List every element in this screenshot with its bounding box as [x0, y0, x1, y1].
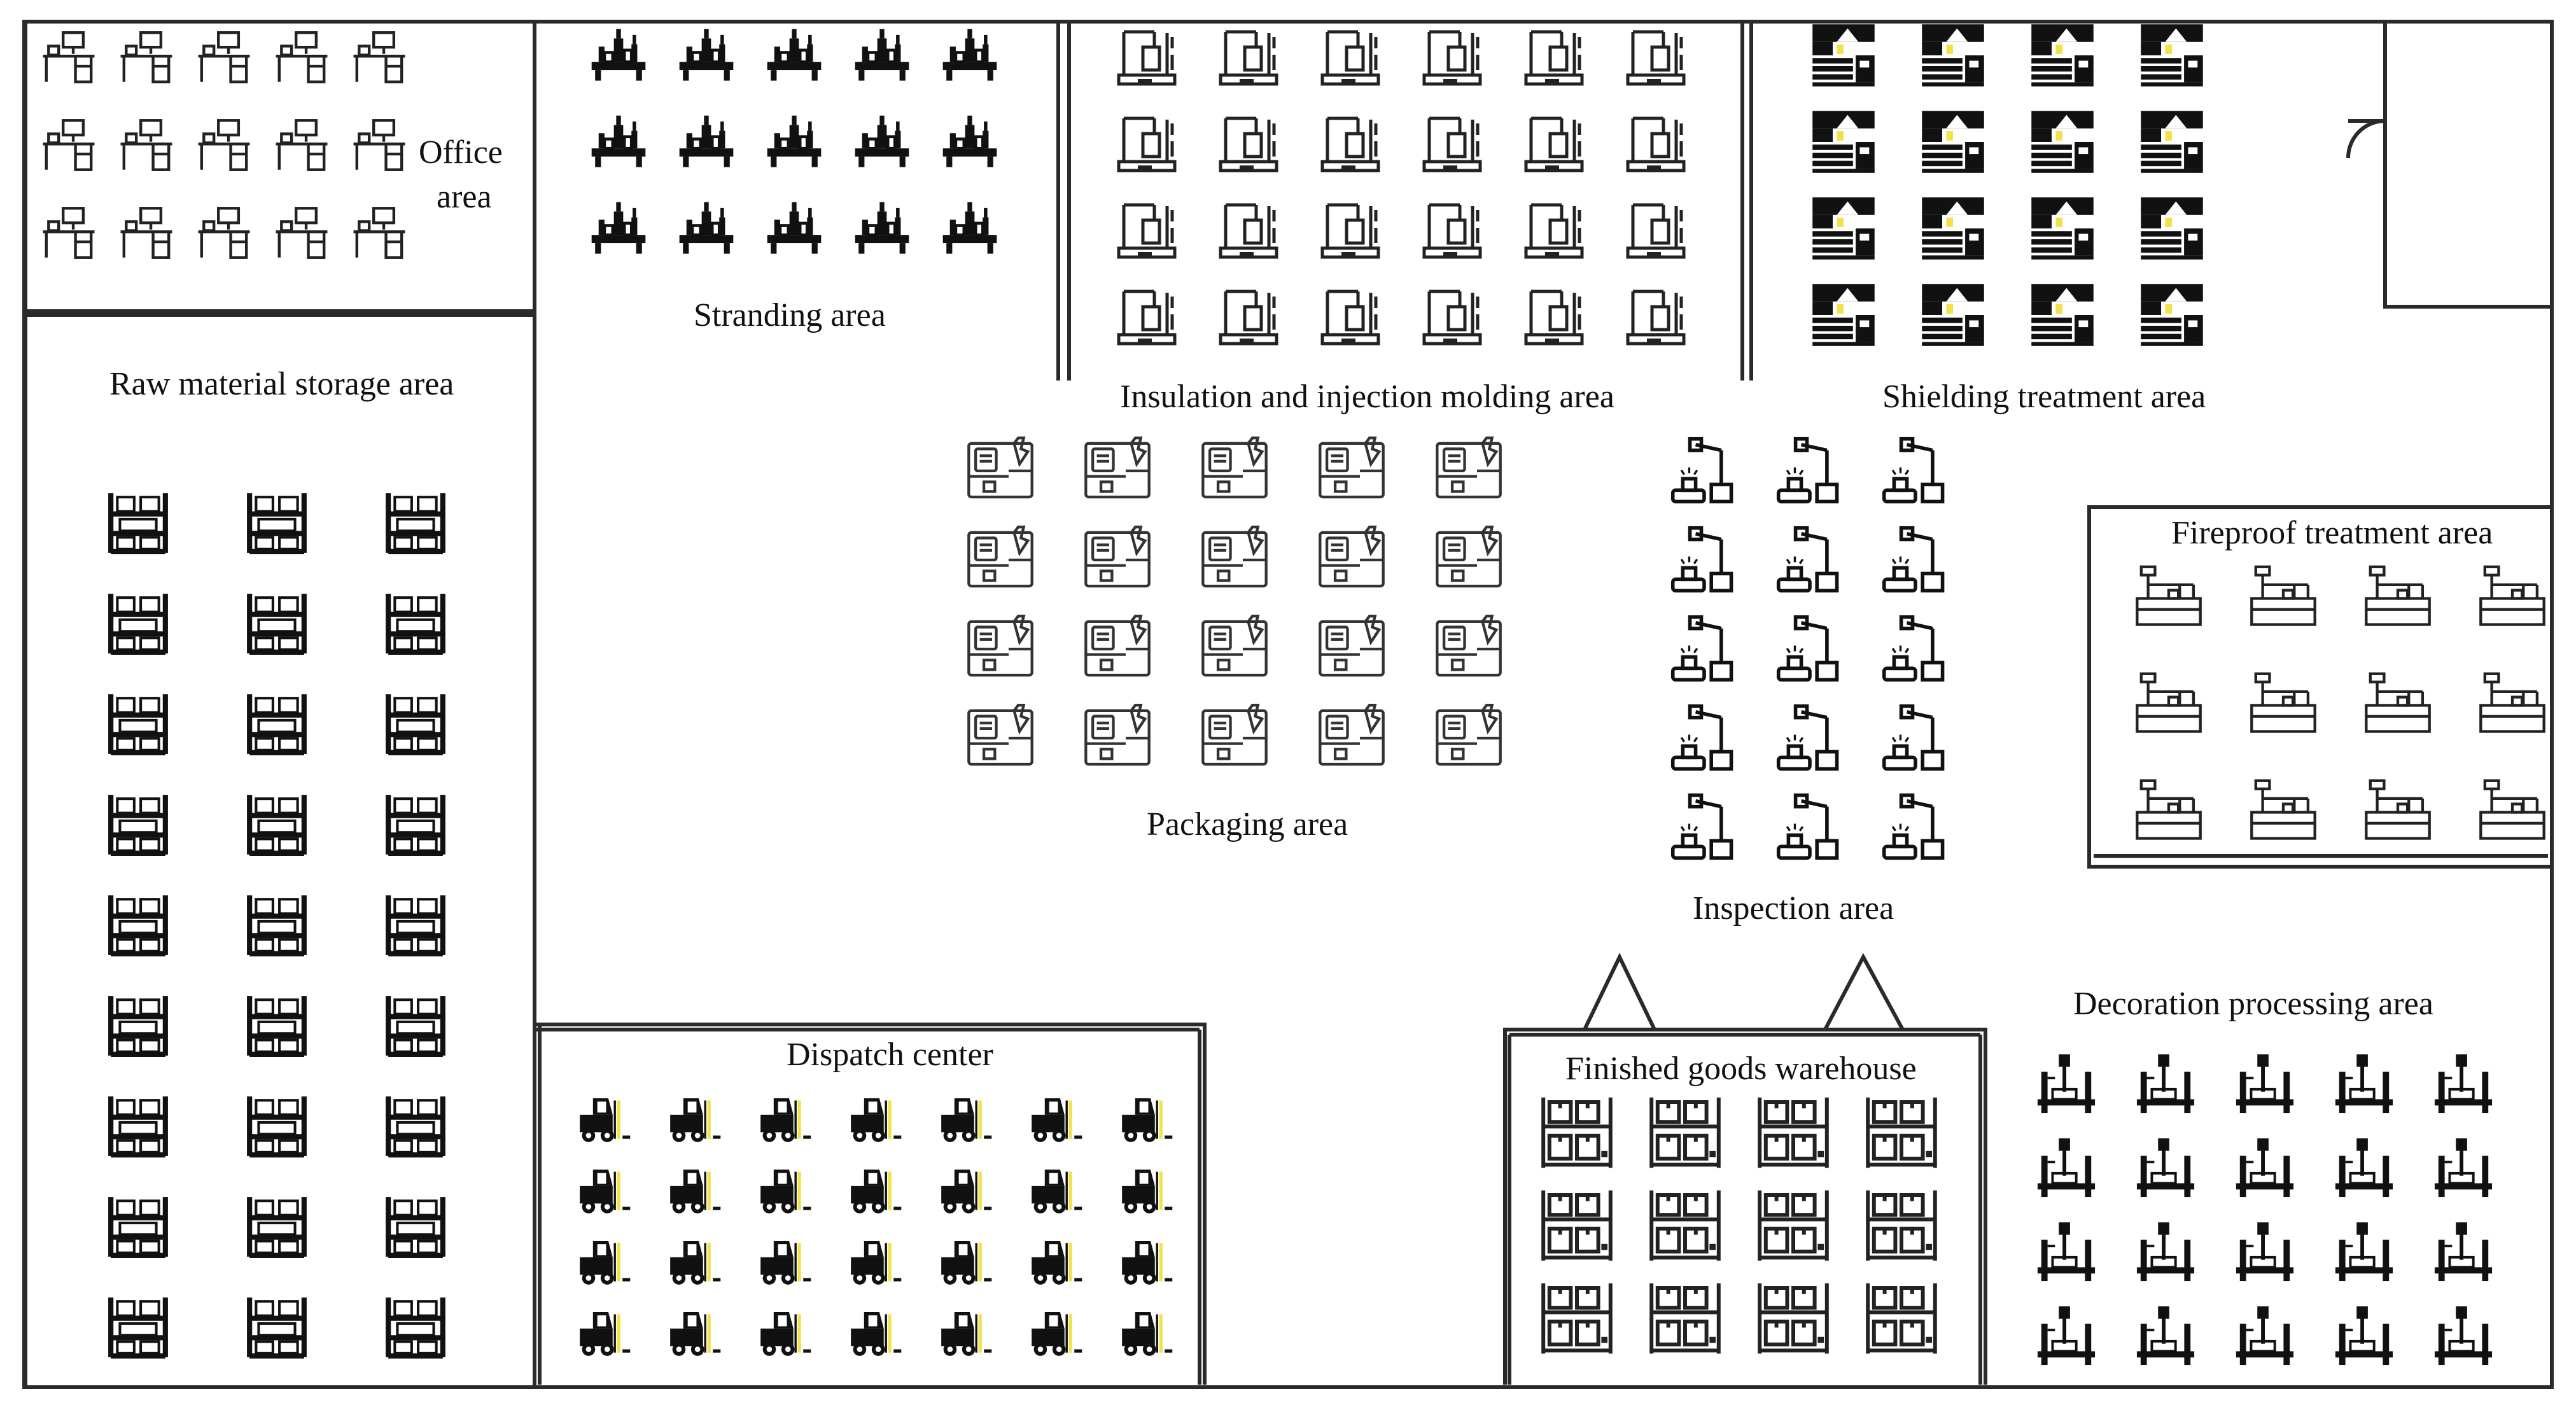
press-machine-icon — [2236, 1138, 2293, 1197]
storage-shelf-icon — [111, 1197, 165, 1257]
storage-shelf-icon — [249, 1197, 304, 1257]
forklift-icon — [760, 1170, 811, 1213]
shielding-area-label: Shielding treatment area — [1882, 379, 2206, 415]
injection-molding-machine-icon — [1628, 291, 1684, 344]
stranding-machine-icon — [855, 116, 909, 167]
injection-molding-machine-icon — [1424, 32, 1480, 84]
office-area-label-line1: Office — [419, 134, 503, 171]
coating-machine-icon — [2481, 779, 2544, 839]
desk-computer-icon — [121, 32, 172, 81]
robot-arm-icon — [1884, 795, 1943, 858]
storage-shelf-icon — [111, 594, 165, 654]
packaging-machine-icon — [1320, 705, 1383, 764]
packaging-machine-icon — [969, 438, 1032, 497]
forklift-icon — [941, 1170, 991, 1213]
storage-shelf-icon — [249, 895, 304, 955]
forklift-icon — [580, 1098, 630, 1142]
forklift-icon — [941, 1312, 991, 1356]
injection-molding-machine-icon — [1322, 118, 1378, 171]
storage-shelf-icon — [249, 795, 304, 855]
packaging-machine-icon — [1203, 705, 1266, 764]
coating-machine-icon — [2366, 566, 2429, 625]
storage-shelf-icon — [111, 694, 165, 754]
forklift-icon — [670, 1098, 720, 1142]
warehouse-rack-icon — [1868, 1191, 1935, 1261]
robot-arm-icon — [1779, 439, 1837, 502]
robot-arm-icon — [1673, 795, 1732, 858]
desk-computer-icon — [276, 32, 328, 81]
storage-shelf-icon — [388, 795, 443, 855]
injection-molding-machine-icon — [1628, 32, 1684, 84]
shielding-machine-icon — [1812, 24, 1875, 87]
desk-computer-icon — [43, 32, 95, 81]
storage-shelf-icon — [249, 1297, 304, 1357]
warehouse-rack-icon — [1543, 1191, 1611, 1261]
desk-computer-icon — [354, 120, 405, 169]
warehouse-rack-icon — [1760, 1098, 1827, 1168]
warehouse-rack-icon — [1543, 1098, 1611, 1168]
coating-machine-icon — [2137, 566, 2200, 625]
forklift-icon — [851, 1098, 901, 1142]
stranding-machine-icon — [592, 116, 646, 167]
fireproof-area-label: Fireproof treatment area — [2171, 515, 2493, 551]
packaging-machine-icon — [969, 527, 1032, 586]
injection-molding-machine-icon — [1221, 205, 1277, 257]
injection-molding-machine-icon — [1526, 118, 1582, 171]
forklift-icon — [580, 1241, 630, 1285]
shielding-machine-icon — [1922, 111, 1984, 173]
forklift-icon — [670, 1170, 720, 1213]
press-machine-icon — [2137, 1222, 2194, 1281]
coating-machine-icon — [2137, 673, 2200, 732]
shielding-machine-icon — [1812, 111, 1875, 173]
shielding-equipment-group — [1812, 24, 2203, 346]
shielding-machine-icon — [2031, 197, 2094, 260]
coating-machine-icon — [2481, 673, 2544, 732]
robot-arm-icon — [1673, 617, 1732, 680]
packaging-machine-icon — [1086, 705, 1149, 764]
forklift-icon — [580, 1312, 630, 1356]
packaging-machine-icon — [969, 705, 1032, 764]
robot-arm-icon — [1673, 528, 1732, 591]
forklift-icon — [941, 1098, 991, 1142]
forklift-icon — [851, 1170, 901, 1213]
robot-arm-icon — [1779, 795, 1837, 858]
storage-shelf-icon — [388, 996, 443, 1056]
dispatch-center-label: Dispatch center — [787, 1037, 993, 1073]
warehouse-rack-icon — [1868, 1098, 1935, 1168]
press-machine-icon — [2137, 1306, 2194, 1365]
packaging-machine-icon — [1437, 438, 1500, 497]
desk-computer-icon — [199, 208, 250, 257]
robot-arm-icon — [1779, 528, 1837, 591]
desk-computer-icon — [43, 208, 95, 257]
forklift-icon — [670, 1241, 720, 1285]
raw-material-equipment-group — [111, 493, 443, 1357]
storage-shelf-icon — [388, 493, 443, 553]
injection-molding-machine-icon — [1628, 118, 1684, 171]
stranding-machine-icon — [767, 116, 822, 167]
stranding-machine-icon — [767, 29, 822, 81]
robot-arm-icon — [1884, 439, 1943, 502]
stranding-equipment-group — [592, 29, 997, 254]
injection-molding-machine-icon — [1322, 32, 1378, 84]
insulation-equipment-group — [1119, 32, 1684, 344]
press-machine-icon — [2335, 1054, 2393, 1113]
storage-shelf-icon — [388, 694, 443, 754]
robot-arm-icon — [1884, 706, 1943, 769]
storage-shelf-icon — [249, 1096, 304, 1156]
press-machine-icon — [2137, 1138, 2194, 1197]
packaging-machine-icon — [1086, 438, 1149, 497]
office-area-label-line2: area — [437, 179, 492, 215]
packaging-machine-icon — [1203, 438, 1266, 497]
desk-computer-icon — [43, 120, 95, 169]
press-machine-icon — [2236, 1222, 2293, 1281]
packaging-machine-icon — [1437, 705, 1500, 764]
forklift-icon — [760, 1312, 811, 1356]
press-machine-icon — [2335, 1306, 2393, 1365]
coating-machine-icon — [2251, 566, 2314, 625]
injection-molding-machine-icon — [1322, 205, 1378, 257]
desk-computer-icon — [276, 120, 328, 169]
robot-arm-icon — [1779, 617, 1837, 680]
shielding-machine-icon — [2031, 284, 2094, 346]
packaging-machine-icon — [1086, 527, 1149, 586]
injection-molding-machine-icon — [1526, 32, 1582, 84]
warehouse-rack-icon — [1651, 1098, 1719, 1168]
warehouse-rack-icon — [1543, 1283, 1611, 1353]
coating-machine-icon — [2251, 779, 2314, 839]
storage-shelf-icon — [249, 996, 304, 1056]
desk-computer-icon — [276, 208, 328, 257]
coating-machine-icon — [2137, 779, 2200, 839]
shielding-machine-icon — [2141, 24, 2203, 87]
storage-shelf-icon — [388, 895, 443, 955]
press-machine-icon — [2236, 1306, 2293, 1365]
storage-shelf-icon — [388, 1197, 443, 1257]
storage-shelf-icon — [111, 996, 165, 1056]
robot-arm-icon — [1884, 528, 1943, 591]
packaging-area-label: Packaging area — [1147, 806, 1348, 842]
press-machine-icon — [2038, 1138, 2095, 1197]
packaging-machine-icon — [1437, 616, 1500, 675]
warehouse-rack-icon — [1651, 1283, 1719, 1353]
press-machine-icon — [2435, 1054, 2492, 1113]
stranding-machine-icon — [943, 116, 997, 167]
press-machine-icon — [2335, 1222, 2393, 1281]
forklift-icon — [1122, 1312, 1172, 1356]
storage-shelf-icon — [111, 895, 165, 955]
storage-shelf-icon — [111, 795, 165, 855]
storage-shelf-icon — [111, 1297, 165, 1357]
dispatch-equipment-group — [580, 1098, 1172, 1356]
forklift-icon — [851, 1312, 901, 1356]
injection-molding-machine-icon — [1119, 118, 1175, 171]
robot-arm-icon — [1673, 439, 1732, 502]
storage-shelf-icon — [388, 1297, 443, 1357]
forklift-icon — [1122, 1241, 1172, 1285]
stranding-machine-icon — [680, 29, 734, 81]
decoration-equipment-group — [2038, 1054, 2492, 1365]
forklift-icon — [760, 1241, 811, 1285]
forklift-icon — [851, 1241, 901, 1285]
stranding-machine-icon — [943, 202, 997, 254]
press-machine-icon — [2038, 1306, 2095, 1365]
desk-computer-icon — [199, 32, 250, 81]
injection-molding-machine-icon — [1424, 291, 1480, 344]
forklift-icon — [760, 1098, 811, 1142]
forklift-icon — [1032, 1241, 1082, 1285]
warehouse-rack-icon — [1651, 1191, 1719, 1261]
press-machine-icon — [2435, 1138, 2492, 1197]
warehouse-rack-icon — [1760, 1191, 1827, 1261]
stranding-machine-icon — [680, 116, 734, 167]
shielding-machine-icon — [2031, 111, 2094, 173]
stranding-machine-icon — [592, 29, 646, 81]
press-machine-icon — [2435, 1222, 2492, 1281]
coating-machine-icon — [2366, 673, 2429, 732]
robot-arm-icon — [1884, 617, 1943, 680]
injection-molding-machine-icon — [1119, 32, 1175, 84]
injection-molding-machine-icon — [1119, 205, 1175, 257]
packaging-machine-icon — [969, 616, 1032, 675]
forklift-icon — [1122, 1098, 1172, 1142]
shielding-machine-icon — [2141, 197, 2203, 260]
storage-shelf-icon — [249, 594, 304, 654]
forklift-icon — [670, 1312, 720, 1356]
storage-shelf-icon — [388, 1096, 443, 1156]
shielding-machine-icon — [2031, 24, 2094, 87]
warehouse-rack-icon — [1868, 1283, 1935, 1353]
desk-computer-icon — [354, 208, 405, 257]
packaging-machine-icon — [1086, 616, 1149, 675]
press-machine-icon — [2038, 1222, 2095, 1281]
inspection-area-label: Inspection area — [1693, 890, 1894, 926]
storage-shelf-icon — [249, 694, 304, 754]
injection-molding-machine-icon — [1628, 205, 1684, 257]
storage-shelf-icon — [111, 493, 165, 553]
injection-molding-machine-icon — [1221, 32, 1277, 84]
coating-machine-icon — [2366, 779, 2429, 839]
desk-computer-icon — [199, 120, 250, 169]
shielding-machine-icon — [1922, 197, 1984, 260]
packaging-machine-icon — [1203, 616, 1266, 675]
warehouse-rack-icon — [1760, 1283, 1827, 1353]
packaging-machine-icon — [1203, 527, 1266, 586]
finished-goods-label: Finished goods warehouse — [1565, 1051, 1917, 1087]
press-machine-icon — [2335, 1138, 2393, 1197]
injection-molding-machine-icon — [1119, 291, 1175, 344]
packaging-machine-icon — [1320, 527, 1383, 586]
forklift-icon — [1032, 1098, 1082, 1142]
stranding-machine-icon — [855, 202, 909, 254]
injection-molding-machine-icon — [1221, 291, 1277, 344]
forklift-icon — [1122, 1170, 1172, 1213]
injection-molding-machine-icon — [1424, 205, 1480, 257]
stranding-machine-icon — [767, 202, 822, 254]
packaging-equipment-group — [969, 438, 1500, 764]
forklift-icon — [1032, 1170, 1082, 1213]
raw-material-area-label: Raw material storage area — [109, 366, 454, 402]
stranding-machine-icon — [592, 202, 646, 254]
stranding-machine-icon — [943, 29, 997, 81]
desk-computer-icon — [121, 120, 172, 169]
press-machine-icon — [2038, 1054, 2095, 1113]
coating-machine-icon — [2481, 566, 2544, 625]
desk-computer-icon — [121, 208, 172, 257]
shielding-machine-icon — [2141, 284, 2203, 346]
storage-shelf-icon — [111, 1096, 165, 1156]
storage-shelf-icon — [249, 493, 304, 553]
forklift-icon — [580, 1170, 630, 1213]
press-machine-icon — [2137, 1054, 2194, 1113]
stranding-machine-icon — [855, 29, 909, 81]
shielding-machine-icon — [1922, 284, 1984, 346]
insulation-area-label: Insulation and injection molding area — [1120, 379, 1614, 415]
injection-molding-machine-icon — [1424, 118, 1480, 171]
forklift-icon — [1032, 1312, 1082, 1356]
injection-molding-machine-icon — [1526, 291, 1582, 344]
office-equipment-group — [43, 32, 405, 257]
press-machine-icon — [2236, 1054, 2293, 1113]
press-machine-icon — [2435, 1306, 2492, 1365]
injection-molding-machine-icon — [1526, 205, 1582, 257]
finished-goods-equipment-group — [1543, 1098, 1935, 1353]
injection-molding-machine-icon — [1221, 118, 1277, 171]
storage-shelf-icon — [388, 594, 443, 654]
shielding-machine-icon — [1922, 24, 1984, 87]
packaging-machine-icon — [1320, 438, 1383, 497]
inspection-equipment-group — [1673, 439, 1943, 858]
decoration-area-label: Decoration processing area — [2073, 986, 2433, 1022]
shielding-machine-icon — [1812, 284, 1875, 346]
fireproof-equipment-group — [2137, 566, 2544, 839]
packaging-machine-icon — [1437, 527, 1500, 586]
robot-arm-icon — [1673, 706, 1732, 769]
desk-computer-icon — [354, 32, 405, 81]
equipment-icons — [43, 24, 2544, 1365]
forklift-icon — [941, 1241, 991, 1285]
shielding-machine-icon — [1812, 197, 1875, 260]
stranding-area-label: Stranding area — [694, 297, 886, 333]
stranding-machine-icon — [680, 202, 734, 254]
robot-arm-icon — [1779, 706, 1837, 769]
shielding-machine-icon — [2141, 111, 2203, 173]
coating-machine-icon — [2251, 673, 2314, 732]
packaging-machine-icon — [1320, 616, 1383, 675]
injection-molding-machine-icon — [1322, 291, 1378, 344]
